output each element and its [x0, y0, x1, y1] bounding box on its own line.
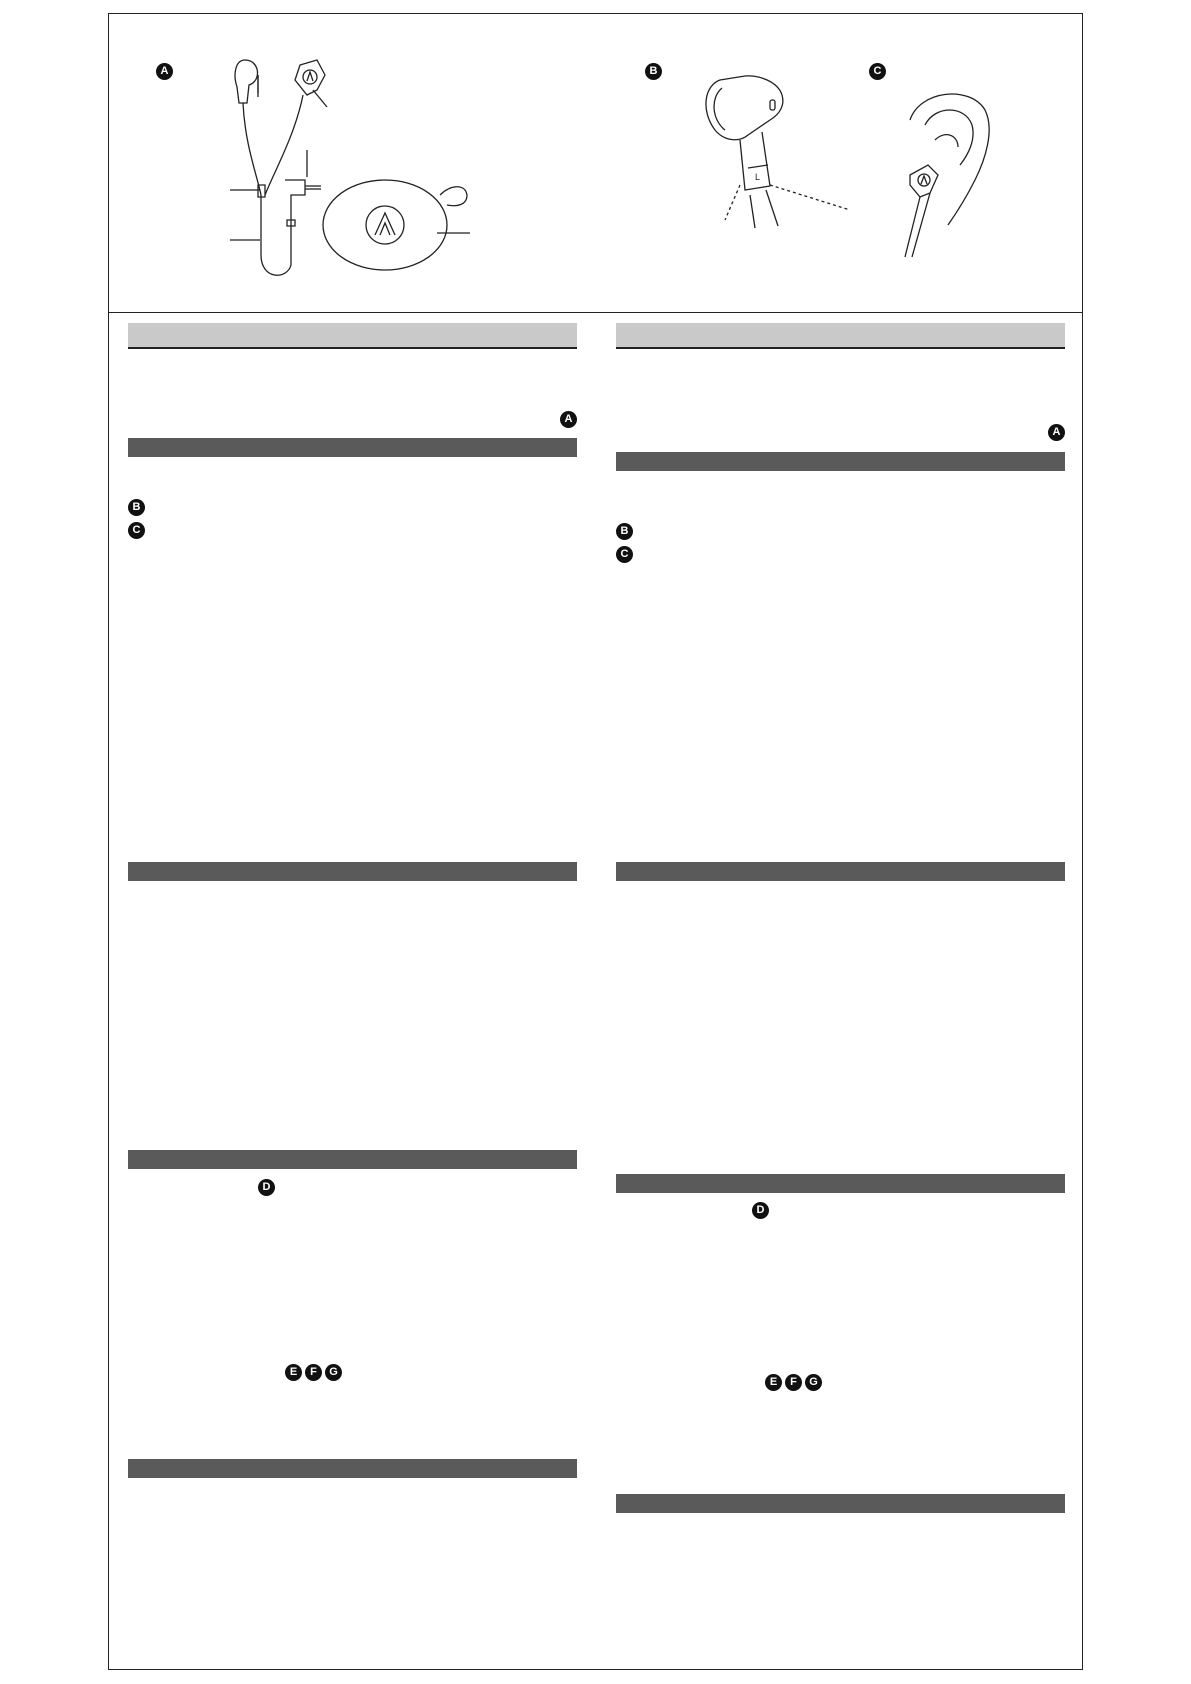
- left-ref-c-badge: C: [128, 522, 145, 539]
- left-ref-g-badge: G: [325, 1364, 342, 1381]
- left-ref-d-badge: D: [258, 1179, 275, 1196]
- left-section-bar-4: [128, 1150, 577, 1169]
- figure-label-c: C: [869, 63, 886, 80]
- figure-label-b: B: [645, 63, 662, 80]
- right-section-bar-5: [616, 1494, 1065, 1513]
- right-section-title-bar: [616, 323, 1065, 349]
- right-ref-e-badge: E: [765, 1374, 782, 1391]
- figure-divider: [108, 312, 1083, 313]
- left-section-title-bar: [128, 323, 577, 349]
- right-ref-b-badge: B: [616, 523, 633, 540]
- right-section-bar-4: [616, 1174, 1065, 1193]
- right-ref-c-badge: C: [616, 546, 633, 563]
- right-ref-f-badge: F: [785, 1374, 802, 1391]
- right-ref-g-badge: G: [805, 1374, 822, 1391]
- figure-b-earpiece-icon: [700, 70, 850, 230]
- left-ref-f-badge: F: [305, 1364, 322, 1381]
- right-section-bar-3: [616, 862, 1065, 881]
- right-ref-d-badge: D: [752, 1202, 769, 1219]
- left-ref-a-badge: A: [560, 411, 577, 428]
- left-ref-e-badge: E: [285, 1364, 302, 1381]
- left-ref-b-badge: B: [128, 499, 145, 516]
- figure-a-earphones-icon: [225, 55, 485, 285]
- right-ref-a-badge: A: [1048, 424, 1065, 441]
- left-section-bar-2: [128, 438, 577, 457]
- figure-c-ear-icon: [880, 85, 1000, 260]
- left-section-bar-3: [128, 862, 577, 881]
- svg-text:L: L: [755, 172, 761, 182]
- right-section-bar-2: [616, 452, 1065, 471]
- left-section-bar-5: [128, 1459, 577, 1478]
- figure-label-a: A: [156, 63, 173, 80]
